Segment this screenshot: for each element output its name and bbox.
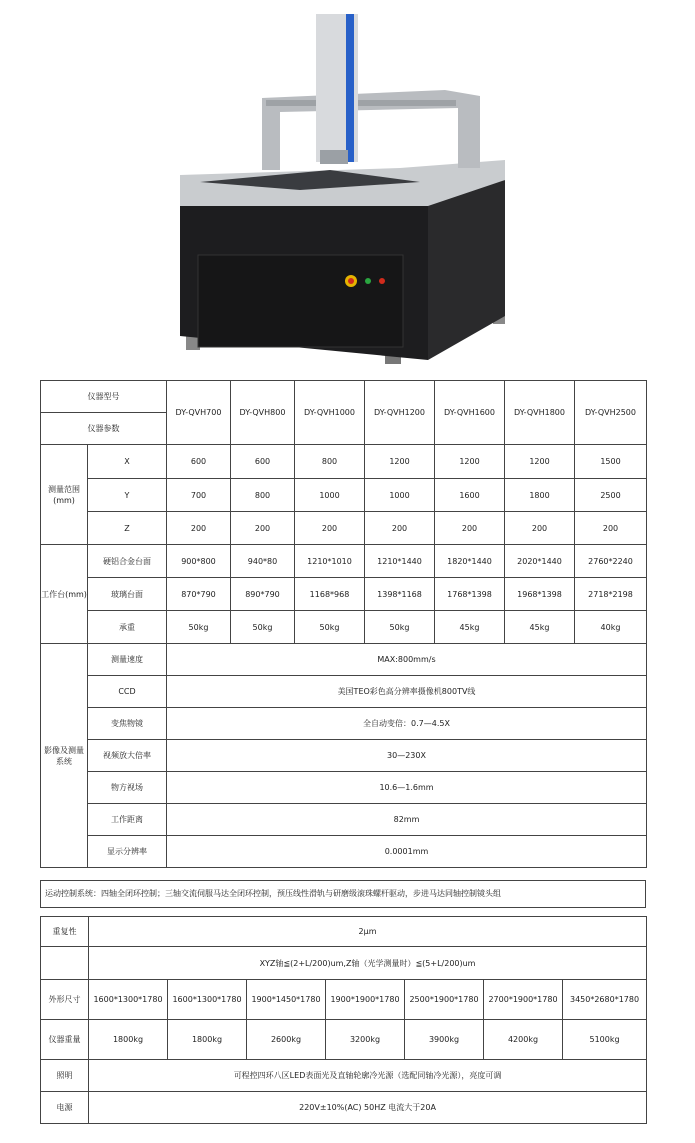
weight-cell: 3900kg [405,1020,484,1060]
dimensions-label: 外形尺寸 [41,980,89,1020]
z-label: Z [88,512,167,545]
model-cell: DY-QVH700 [167,381,231,445]
glass-cell: 1398*1168 [365,578,435,611]
speed-value: MAX:800mm/s [167,644,647,676]
power-value: 220V±10%(AC) 50HZ 电流大于20A [89,1092,647,1124]
alu-cell: 2760*2240 [575,545,647,578]
dimension-cell: 1600*1300*1780 [168,980,247,1020]
x-cell: 600 [231,445,295,479]
ccd-label: CCD [88,676,167,708]
model-cell: DY-QVH1800 [505,381,575,445]
x-cell: 1200 [435,445,505,479]
weight-cell: 4200kg [484,1020,563,1060]
glass-cell: 870*790 [167,578,231,611]
param-header: 仪器参数 [41,413,167,445]
zoom-label: 变焦物镜 [88,708,167,740]
z-cell: 200 [505,512,575,545]
x-label: X [88,445,167,479]
resolution-label: 显示分辨率 [88,836,167,868]
model-header: 仪器型号 [41,381,167,413]
fov-value: 10.6—1.6mm [167,772,647,804]
y-label: Y [88,479,167,512]
alu-label: 硬铝合金台面 [88,545,167,578]
load-cell: 50kg [231,611,295,644]
dimension-cell: 3450*2680*1780 [563,980,647,1020]
dimension-cell: 1900*1900*1780 [326,980,405,1020]
fov-label: 物方视场 [88,772,167,804]
z-cell: 200 [365,512,435,545]
magnification-label: 视频放大倍率 [88,740,167,772]
weight-cell: 1800kg [89,1020,168,1060]
dimension-cell: 2700*1900*1780 [484,980,563,1020]
weight-cell: 5100kg [563,1020,647,1060]
accuracy-value: XYZ轴≦(2+L/200)um,Z轴（光学测量时）≦(5+L/200)um [89,947,647,980]
range-label: 测量范围(mm) [41,445,88,545]
load-cell: 40kg [575,611,647,644]
spec-table-lower [40,916,647,1124]
alu-cell: 1210*1010 [295,545,365,578]
alu-cell: 1210*1440 [365,545,435,578]
machine-photo [0,0,695,378]
load-label: 承重 [88,611,167,644]
speed-label: 测量速度 [88,644,167,676]
lighting-value: 可程控四环八区LED表面光及直轴轮廓冷光源（选配同轴冷光源），亮度可调 [89,1060,647,1092]
y-cell: 1000 [365,479,435,512]
zoom-value: 全自动变倍：0.7—4.5X [167,708,647,740]
magnification-value: 30—230X [167,740,647,772]
load-cell: 50kg [167,611,231,644]
x-cell: 1500 [575,445,647,479]
weight-cell: 3200kg [326,1020,405,1060]
z-cell: 200 [231,512,295,545]
power-label: 电源 [41,1092,89,1124]
working-distance-value: 82mm [167,804,647,836]
repeatability-label: 重复性 [41,917,89,947]
y-cell: 1000 [295,479,365,512]
dimension-cell: 1600*1300*1780 [89,980,168,1020]
x-cell: 800 [295,445,365,479]
z-cell: 200 [435,512,505,545]
glass-cell: 1968*1398 [505,578,575,611]
load-cell: 50kg [295,611,365,644]
accuracy-label-blank [41,947,89,980]
weight-cell: 2600kg [247,1020,326,1060]
spec-table [40,380,647,868]
repeatability-value: 2μm [89,917,647,947]
resolution-value: 0.0001mm [167,836,647,868]
y-cell: 2500 [575,479,647,512]
ccd-value: 美国TEO彩色高分辨率摄像机800TV线 [167,676,647,708]
load-cell: 45kg [505,611,575,644]
working-distance-label: 工作距离 [88,804,167,836]
z-cell: 200 [295,512,365,545]
model-cell: DY-QVH1600 [435,381,505,445]
glass-cell: 1768*1398 [435,578,505,611]
y-cell: 1600 [435,479,505,512]
motion-control-note: 运动控制系统：四轴全闭环控制；三轴交流伺服马达全闭环控制，预压线性滑轨与研磨级滚珠螺杆驱动，步进马达同轴控制镜头组 [40,880,646,908]
model-cell: DY-QVH1200 [365,381,435,445]
lighting-label: 照明 [41,1060,89,1092]
x-cell: 1200 [505,445,575,479]
dimension-cell: 2500*1900*1780 [405,980,484,1020]
y-cell: 700 [167,479,231,512]
alu-cell: 900*800 [167,545,231,578]
glass-cell: 1168*968 [295,578,365,611]
glass-cell: 890*790 [231,578,295,611]
alu-cell: 1820*1440 [435,545,505,578]
imaging-label: 影像及测量系统 [41,644,88,868]
load-cell: 45kg [435,611,505,644]
x-cell: 1200 [365,445,435,479]
x-cell: 600 [167,445,231,479]
worktable-label: 工作台(mm) [41,545,88,644]
model-cell: DY-QVH1000 [295,381,365,445]
model-cell: DY-QVH2500 [575,381,647,445]
dimension-cell: 1900*1450*1780 [247,980,326,1020]
z-cell: 200 [575,512,647,545]
glass-cell: 2718*2198 [575,578,647,611]
load-cell: 50kg [365,611,435,644]
alu-cell: 2020*1440 [505,545,575,578]
weight-label: 仪器重量 [41,1020,89,1060]
y-cell: 800 [231,479,295,512]
y-cell: 1800 [505,479,575,512]
weight-cell: 1800kg [168,1020,247,1060]
model-cell: DY-QVH800 [231,381,295,445]
glass-label: 玻璃台面 [88,578,167,611]
z-cell: 200 [167,512,231,545]
alu-cell: 940*80 [231,545,295,578]
